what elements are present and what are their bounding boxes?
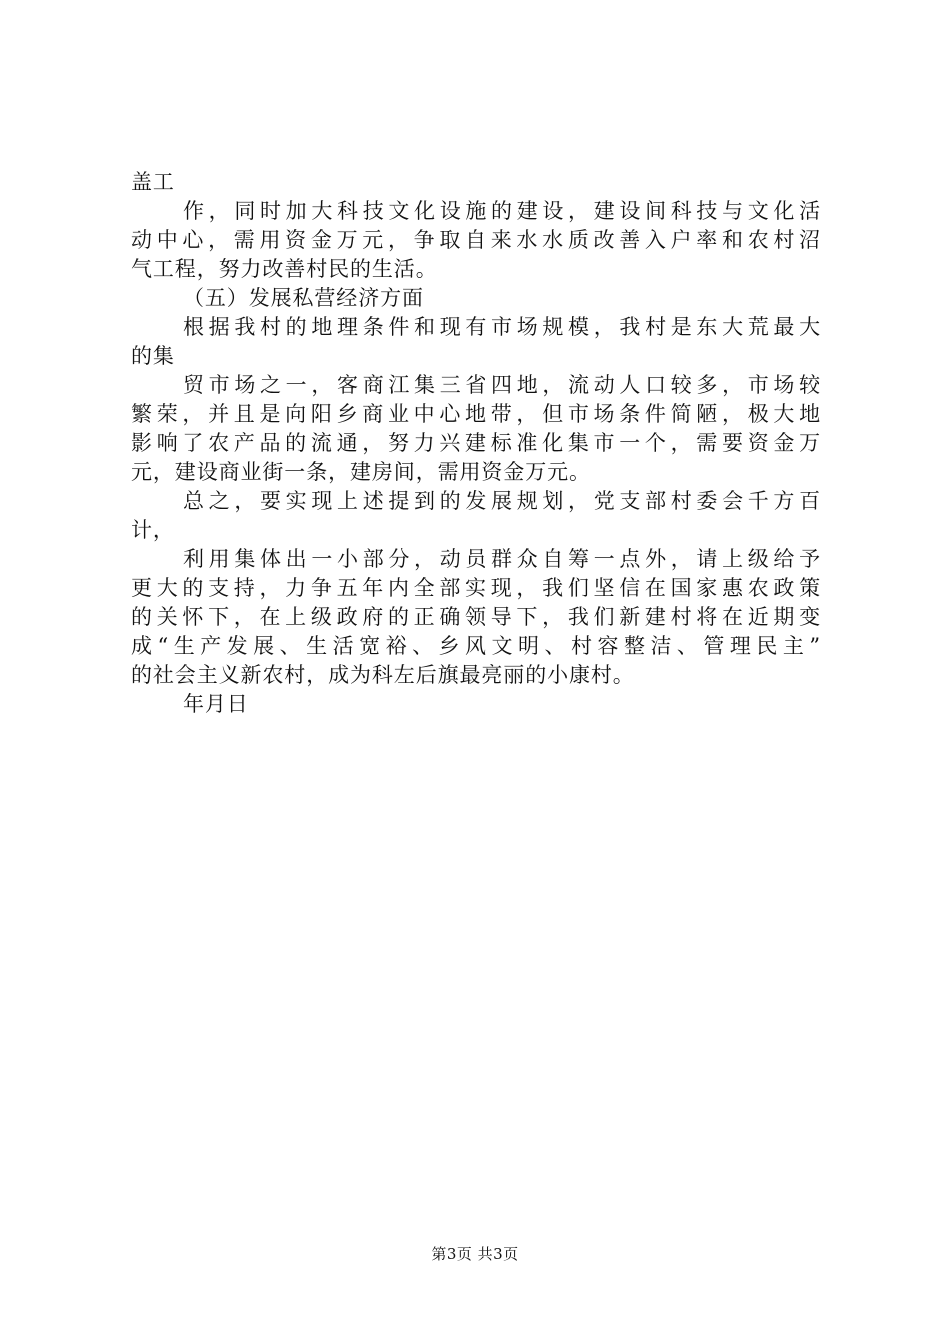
text-line: 利用集体出一小部分，动员群众自筹一点外，请上级给予 xyxy=(183,547,821,571)
section-heading: （五）发展私营经济方面 xyxy=(183,286,424,310)
document-body xyxy=(131,168,821,719)
text-line: 繁荣，并且是向阳乡商业中心地带，但市场条件简陋，极大地 xyxy=(131,402,821,426)
text-line: 根据我村的地理条件和现有市场规模，我村是东大荒最大 xyxy=(183,315,821,339)
text-line: 气工程，努力改善村民的生活。 xyxy=(131,257,438,281)
text-line: 元，建设商业街一条，建房间，需用资金万元。 xyxy=(131,460,591,484)
text-line: 动中心，需用资金万元，争取自来水水质改善入户率和农村沼 xyxy=(131,228,821,252)
page-number-footer: 第3页 共3页 xyxy=(431,1245,519,1263)
date-line: 年月日 xyxy=(183,692,249,716)
text-line: 影响了农产品的流通，努力兴建标准化集市一个，需要资金万 xyxy=(131,431,821,455)
text-line: 作，同时加大科技文化设施的建设，建设间科技与文化活 xyxy=(183,199,821,223)
text-line: 计， xyxy=(131,518,175,542)
text-line: 的集 xyxy=(131,344,175,368)
text-line: 总之，要实现上述提到的发展规划，党支部村委会千方百 xyxy=(183,489,821,513)
text-line: 的关怀下，在上级政府的正确领导下，我们新建村将在近期变 xyxy=(131,605,821,629)
text-line: 成“生产发展、生活宽裕、乡风文明、村容整洁、管理民主” xyxy=(131,634,821,658)
text-line: 的社会主义新农村，成为科左后旗最亮丽的小康村。 xyxy=(131,663,635,687)
text-line: 贸市场之一，客商江集三省四地，流动人口较多，市场较 xyxy=(183,373,821,397)
text-line: 盖工 xyxy=(131,170,175,194)
text-line: 更大的支持，力争五年内全部实现，我们坚信在国家惠农政策 xyxy=(131,576,821,600)
